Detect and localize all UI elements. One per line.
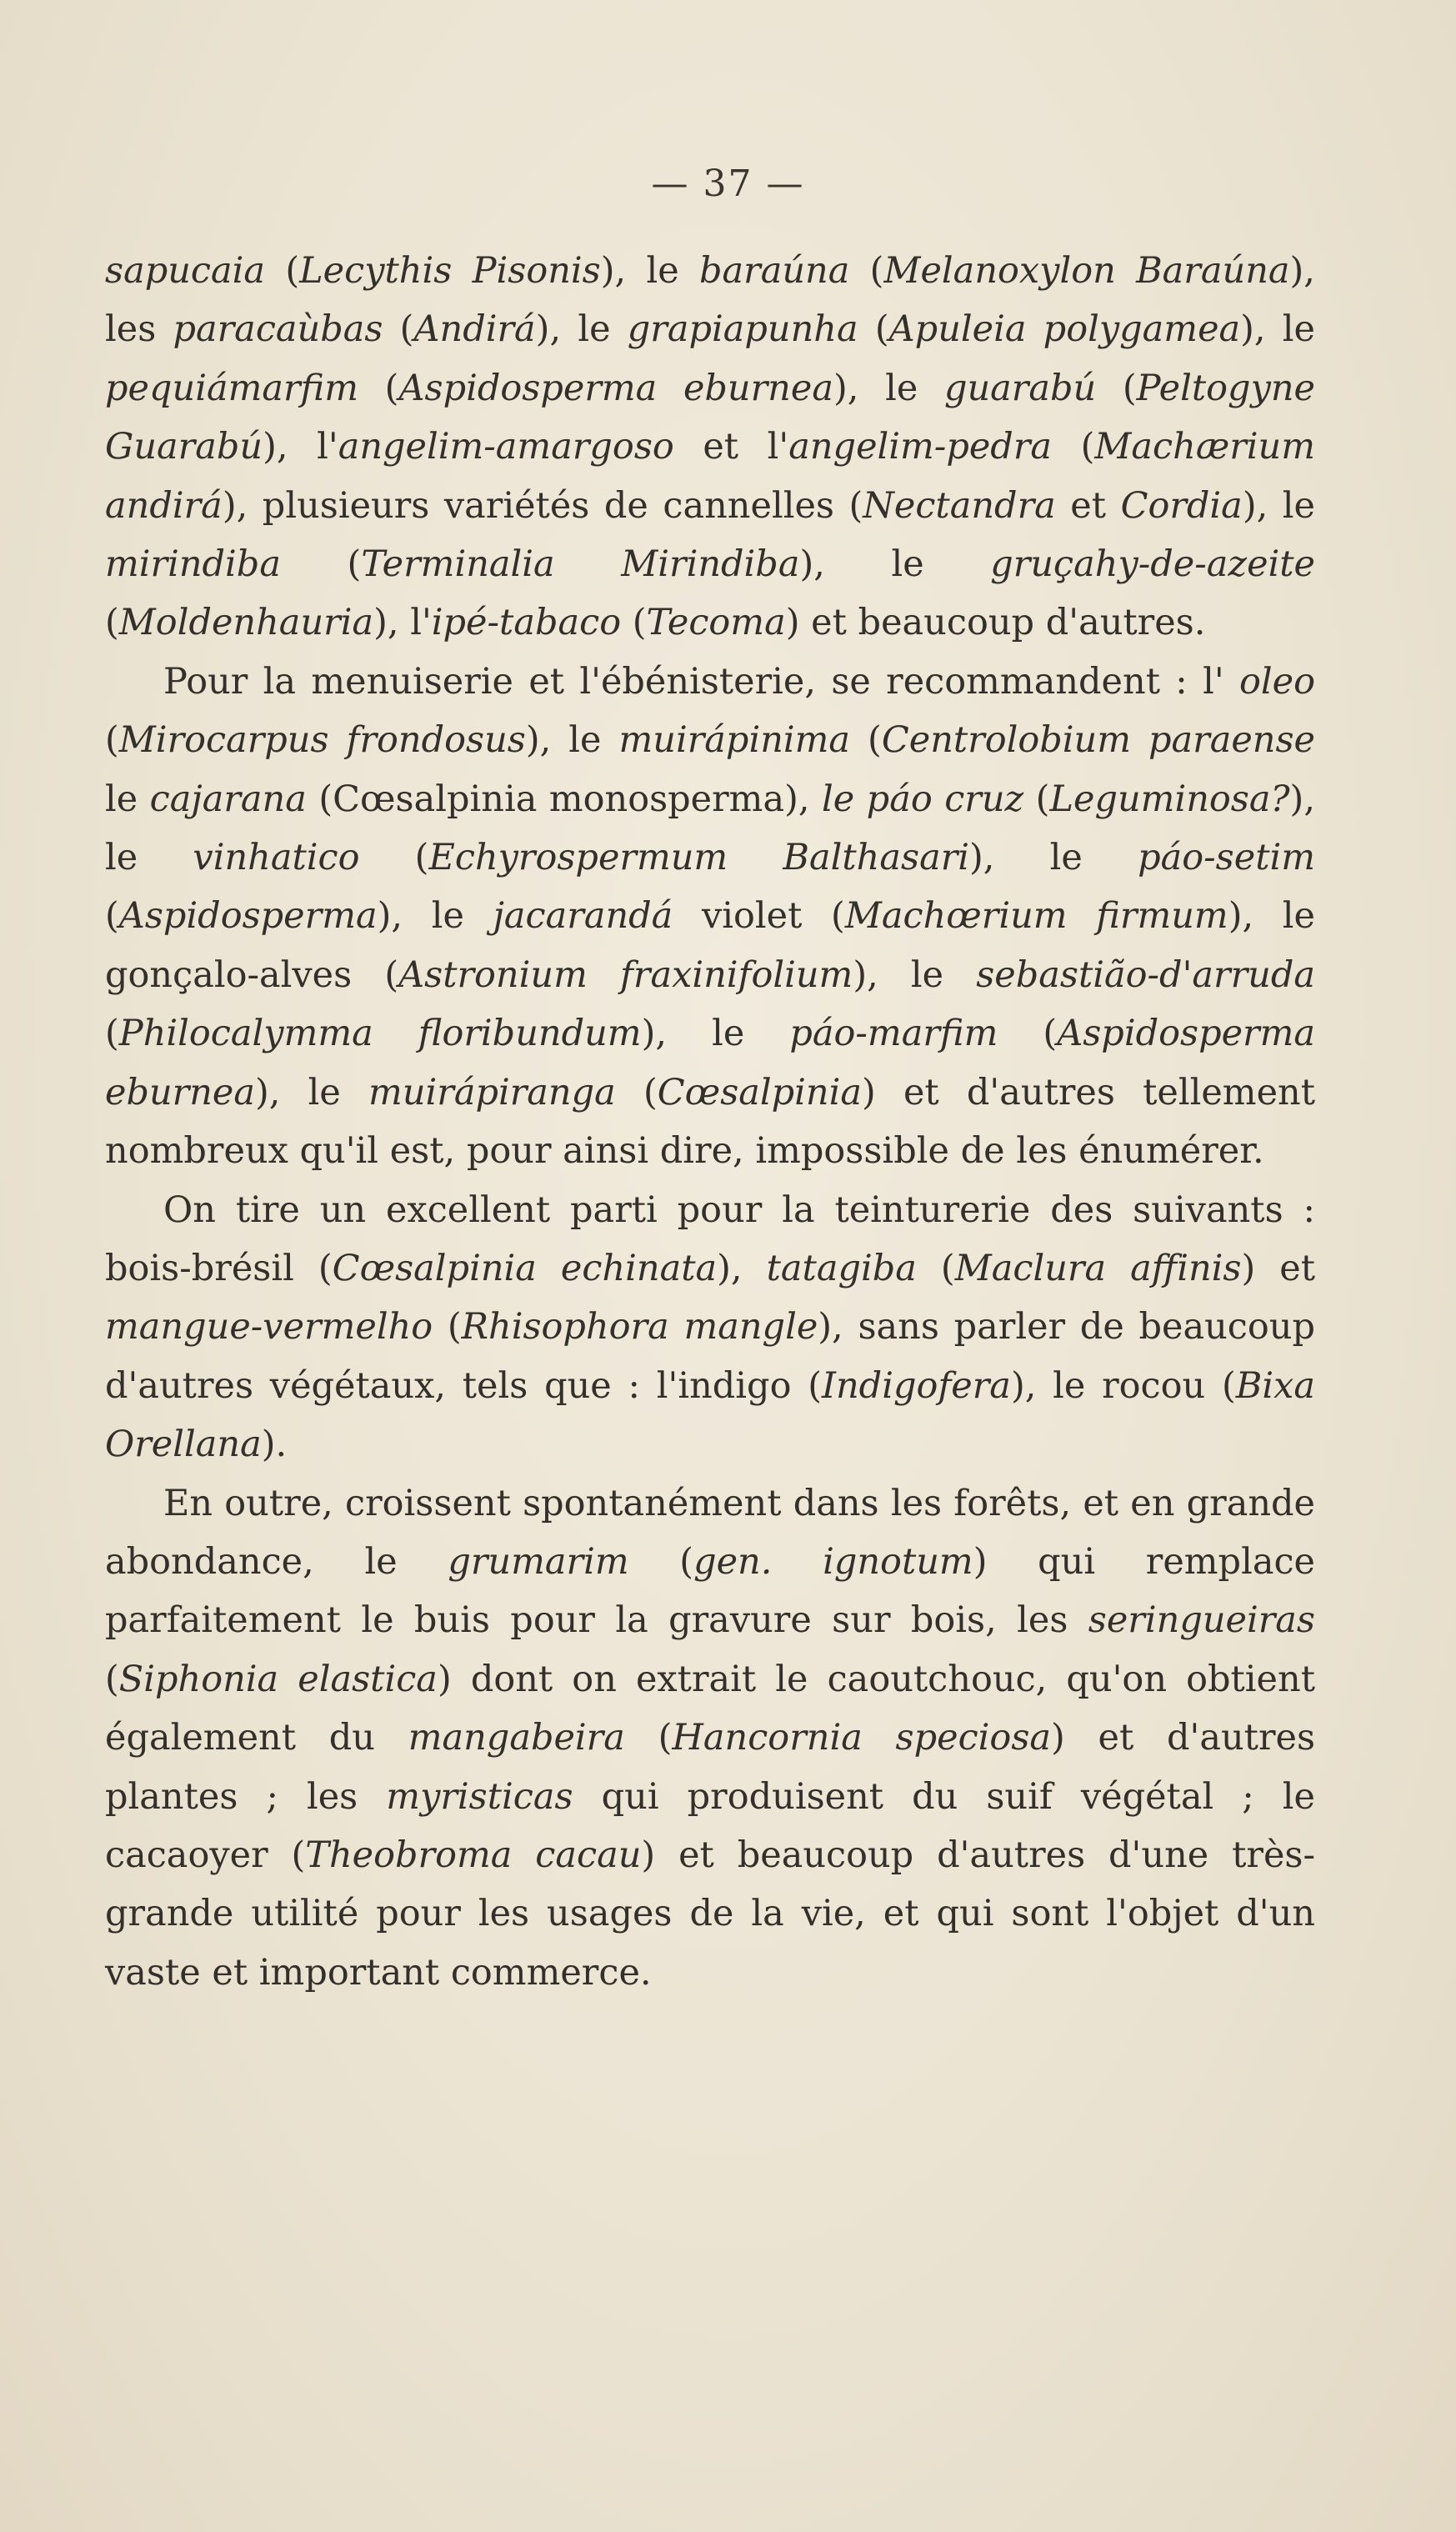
text-run: et [1055, 484, 1121, 527]
text-run: ), le [377, 895, 493, 938]
body-text [105, 242, 1315, 2002]
italic-term: Terminalia Mirindiba [361, 543, 800, 586]
text-run: On tire un excellent parti pour la teinturerie des suivants : bois-brésil ( [105, 1188, 1315, 1289]
text-run: ) et [1241, 1247, 1316, 1289]
italic-term: paracaùbas [173, 308, 383, 351]
italic-term: Philocalymma floribundum [118, 1013, 642, 1055]
text-run: ), les [105, 250, 1315, 351]
text-run: ), le [969, 837, 1138, 879]
text-run: et l' [673, 426, 789, 468]
text-run: ), le [641, 1013, 790, 1055]
text-run: violet ( [673, 895, 845, 938]
italic-term: mirindiba [105, 543, 281, 586]
italic-term: sebastião-d'arruda [976, 953, 1315, 996]
text-run: ), le [833, 367, 944, 409]
italic-term: cajarana [149, 778, 307, 820]
text-run: ), le [1240, 308, 1316, 351]
italic-term: le páo cruz [822, 778, 1024, 820]
italic-term: páo-marfim [789, 1013, 998, 1055]
italic-term: Bixa Orellana [105, 1364, 1315, 1466]
text-run: ( [624, 1717, 673, 1759]
italic-term: Echyrospermum Balthasari [428, 837, 970, 879]
text-run: ), le [600, 250, 699, 292]
italic-term: seringueiras [1088, 1599, 1315, 1642]
text-run: ( [105, 1658, 119, 1700]
text-run: qui produisent du suif végétal ; le cacaoyer ( [105, 1775, 1315, 1876]
italic-term: páo-setim [1138, 837, 1315, 879]
italic-term: guarabú [943, 367, 1097, 409]
text-run: ( [359, 837, 429, 879]
italic-term: oleo [1239, 660, 1315, 703]
italic-term: Aspidosperma [118, 895, 378, 938]
italic-term: Andirá [413, 308, 536, 351]
italic-term: Cœsalpinia [657, 1071, 863, 1113]
text-run: ). [261, 1424, 288, 1466]
text-run: ( [998, 1013, 1058, 1055]
text-run: ( [105, 719, 119, 762]
text-run: ), le [525, 719, 619, 762]
italic-term: Centrolobium paraense [881, 719, 1315, 762]
text-run: ), le gonçalo-alves ( [105, 895, 1316, 996]
italic-term: myristicas [386, 1775, 573, 1818]
text-run: ( [105, 895, 119, 938]
text-run: ), sans parler de beaucoup d'autres végétaux, tels que : l'indigo ( [105, 1306, 1315, 1407]
italic-term: ipé-tabaco [431, 602, 622, 644]
paragraph-2 [105, 653, 1315, 1181]
text-run: ), plusieurs variétés de cannelles ( [222, 484, 863, 527]
text-run: (Cœsalpinia monosperma), [306, 778, 823, 820]
italic-term: Nectandra [863, 484, 1056, 527]
italic-term: Cordia [1120, 484, 1243, 527]
text-run: ( [280, 543, 362, 586]
text-run: ( [265, 250, 300, 292]
text-run: ), l' [373, 602, 432, 644]
italic-term: Machœrium firmum [844, 895, 1228, 938]
text-run: ( [628, 1540, 694, 1583]
text-run: le [105, 778, 150, 820]
text-run: ( [615, 1071, 658, 1113]
paragraph-1 [105, 242, 1315, 653]
text-run: ) et beaucoup d'autres d'une très-grande utilité pour les usages de la vie, et qui sont l'objet d'un vaste et important commerce. [105, 1834, 1315, 1994]
paragraph-4 [105, 1474, 1315, 2003]
italic-term: muirápiranga [368, 1071, 616, 1113]
text-run: ), le [799, 543, 991, 586]
text-run: Pour la menuiserie et l'ébénisterie, se recommandent : l' [163, 660, 1240, 703]
italic-term: gruçahy-de-azeite [990, 543, 1315, 586]
italic-term: Cœsalpinia echinata [332, 1247, 718, 1289]
italic-term: tatagiba [766, 1247, 917, 1289]
text-run: ), le [853, 953, 977, 996]
text-run: ), le [535, 308, 628, 351]
italic-term: Siphonia elastica [118, 1658, 438, 1700]
italic-term: mangue-vermelho [105, 1306, 433, 1349]
italic-term: Hancornia speciosa [672, 1717, 1052, 1759]
italic-term: gen. ignotum [693, 1540, 973, 1583]
italic-term: Mirocarpus frondosus [118, 719, 526, 762]
italic-term: Melanoxylon Baraúna [883, 250, 1290, 292]
text-run: ( [916, 1247, 955, 1289]
text-run: ( [1096, 367, 1137, 409]
italic-term: angelim-amargoso [338, 426, 674, 468]
text-run: ), l' [263, 426, 338, 468]
text-run: ), le rocou ( [1010, 1364, 1236, 1407]
italic-term: Aspidosperma eburnea [398, 367, 833, 409]
text-run: ), le [1242, 484, 1316, 527]
italic-term: Peltogyne Guarabú [105, 367, 1315, 468]
text-run: ) et d'autres tellement nombreux qu'il est, pour ainsi dire, impossible de les énumérer. [105, 1071, 1316, 1173]
italic-term: Maclura affinis [954, 1247, 1242, 1289]
text-run: ( [849, 250, 884, 292]
text-run: ( [105, 602, 119, 644]
text-run: ( [858, 308, 889, 351]
italic-term: jacarandá [493, 895, 673, 938]
italic-term: mangabeira [408, 1717, 625, 1759]
italic-term: Aspidosperma eburnea [105, 1013, 1316, 1113]
text-run: ( [383, 308, 414, 351]
text-run: ) et d'autres plantes ; les [105, 1717, 1316, 1818]
italic-term: Apuleia polygamea [888, 308, 1241, 351]
italic-term: muirápinima [618, 719, 851, 762]
italic-term: Rhisophora mangle [461, 1306, 818, 1349]
italic-term: Astronium fraxinifolium [398, 953, 853, 996]
text-run: ( [105, 1013, 119, 1055]
italic-term: grapiapunha [627, 308, 858, 351]
italic-term: baraúna [698, 250, 850, 292]
text-run: En outre, croissent spontanément dans les forêts, et en grande abondance, le [105, 1482, 1315, 1583]
page-number: — 37 — [651, 163, 805, 205]
text-run: ( [621, 602, 647, 644]
text-run: ), [717, 1247, 767, 1289]
text-run: ) dont on extrait le caoutchouc, qu'on obtient également du [105, 1658, 1315, 1759]
italic-term: grumarim [448, 1540, 629, 1583]
italic-term: sapucaia [105, 250, 266, 292]
italic-term: Leguminosa? [1049, 778, 1290, 820]
italic-term: pequiámarfim [105, 367, 359, 409]
text-run: ( [1052, 426, 1095, 468]
italic-term: Tecoma [646, 602, 786, 644]
paragraph-3 [105, 1181, 1315, 1474]
italic-term: Theobroma cacau [305, 1834, 642, 1876]
italic-term: angelim-pedra [788, 426, 1053, 468]
text-run: ( [433, 1306, 462, 1349]
text-run: ), le [255, 1071, 369, 1113]
italic-term: Machærium andirá [105, 426, 1316, 527]
text-run: ) et beaucoup d'autres. [785, 602, 1206, 644]
italic-term: Indigofera [822, 1364, 1011, 1407]
text-run: ( [850, 719, 882, 762]
italic-term: Moldenhauria [118, 602, 374, 644]
text-run: ( [358, 367, 399, 409]
text-run: ( [1023, 778, 1050, 820]
italic-term: Lecythis Pisonis [299, 250, 601, 292]
text-run: ), le [105, 778, 1315, 879]
italic-term: vinhatico [193, 837, 360, 879]
text-run: ) qui remplace parfaitement le buis pour la gravure sur bois, les [105, 1540, 1316, 1642]
